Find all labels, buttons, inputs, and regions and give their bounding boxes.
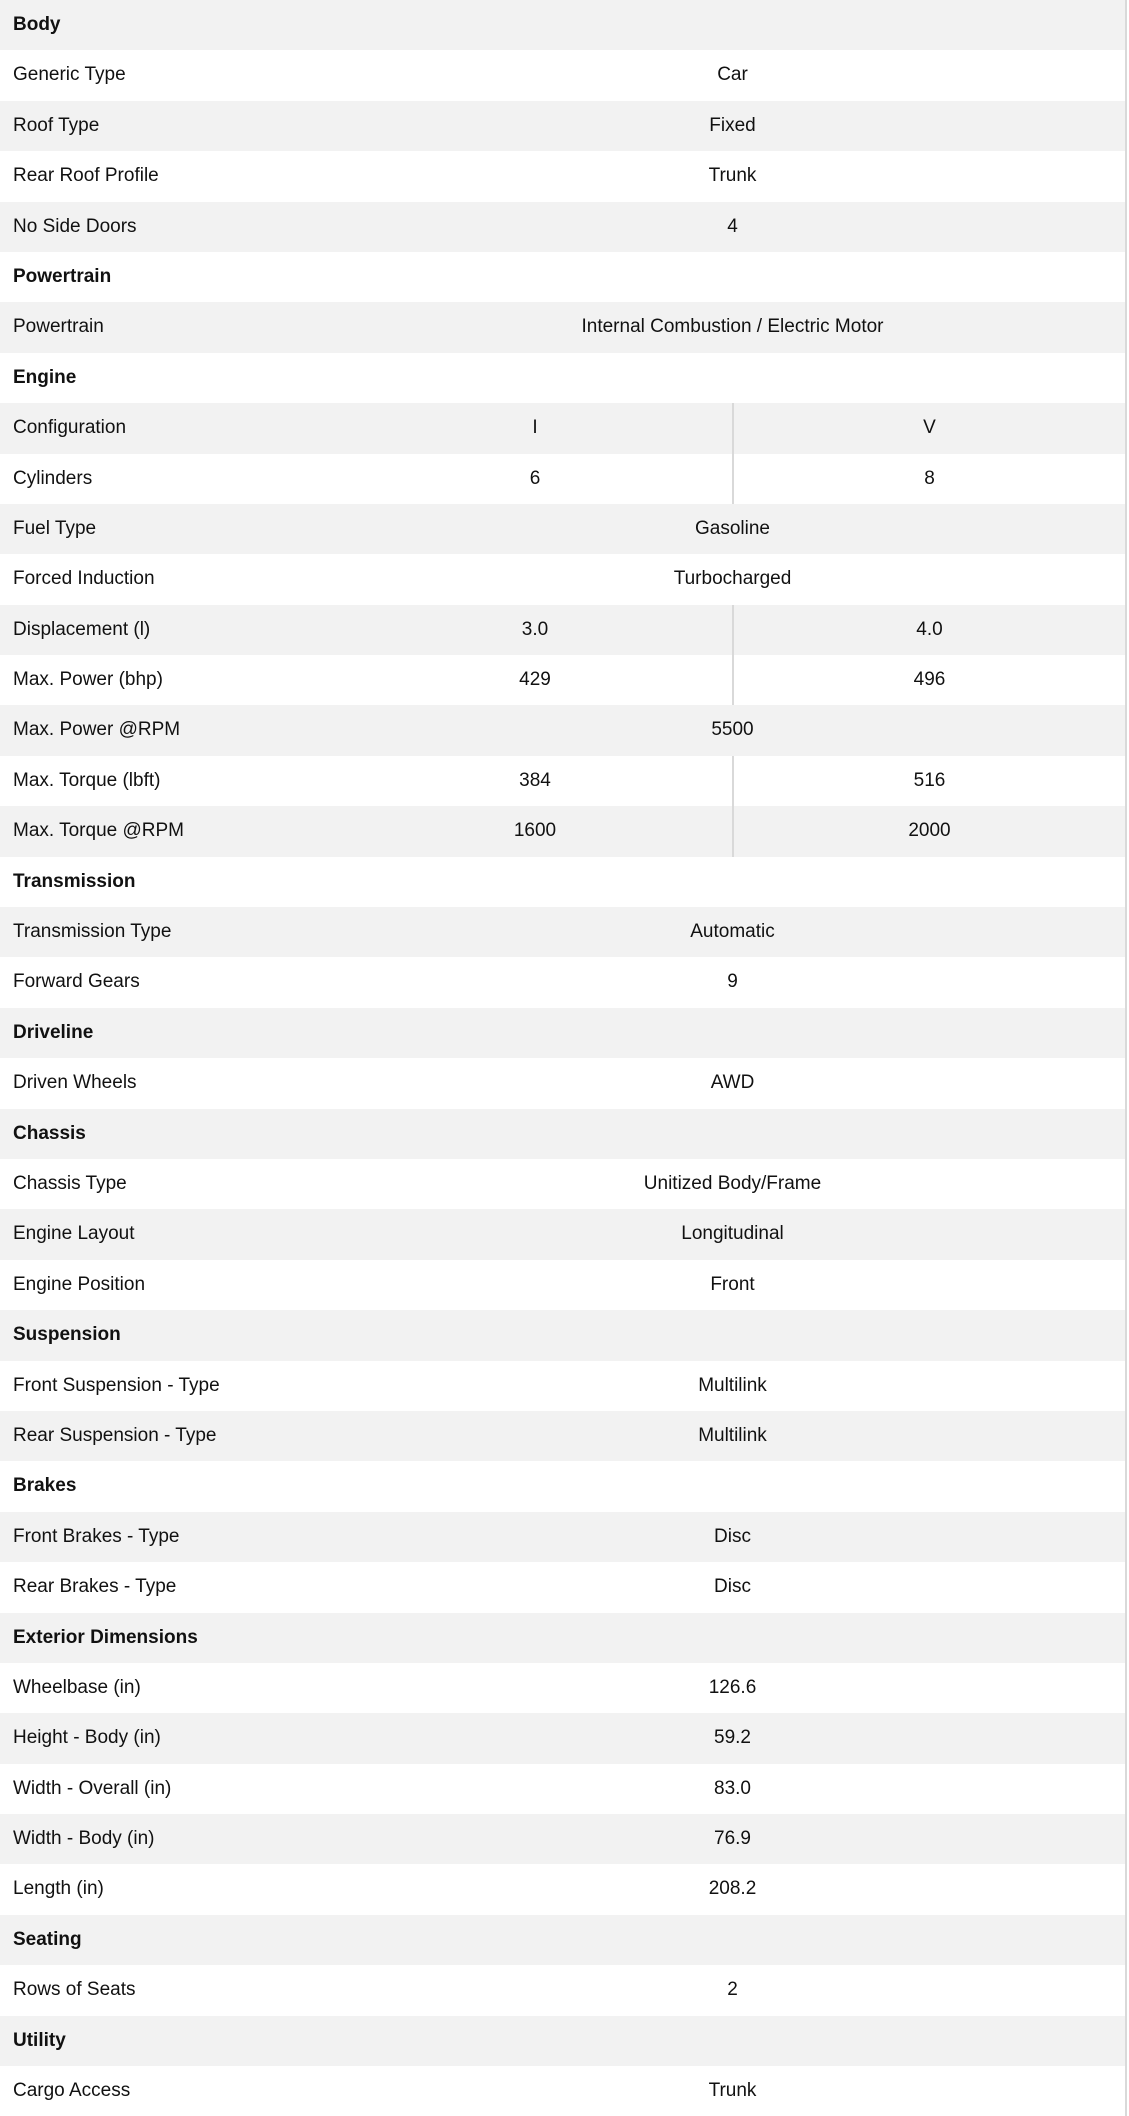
spec-label: Max. Power (bhp) xyxy=(13,669,163,691)
spec-row-max-torque-lbft xyxy=(0,756,1127,806)
spec-value: Unitized Body/Frame xyxy=(643,1172,822,1194)
spec-label: Max. Torque (lbft) xyxy=(13,769,161,791)
spec-row-cargo-access xyxy=(0,2066,1127,2116)
section-title: Transmission xyxy=(13,870,136,892)
spec-label: Width - Body (in) xyxy=(13,1828,155,1850)
spec-label: Chassis Type xyxy=(13,1172,127,1194)
spec-value-variant-1: 1600 xyxy=(513,820,557,842)
spec-value: Disc xyxy=(714,1576,751,1598)
section-header-driveline xyxy=(0,1008,1127,1058)
spec-value: Car xyxy=(717,64,748,86)
spec-value: Fixed xyxy=(709,114,756,136)
section-title: Seating xyxy=(13,1928,82,1950)
spec-row-forward-gears xyxy=(0,957,1127,1007)
spec-label: Displacement (l) xyxy=(13,618,151,640)
spec-label: Rear Brakes - Type xyxy=(13,1576,177,1598)
spec-row-width-overall-in xyxy=(0,1764,1127,1814)
spec-row-cylinders xyxy=(0,454,1127,504)
spec-value-variant-2: 4.0 xyxy=(916,618,943,640)
spec-row-driven-wheels xyxy=(0,1058,1127,1108)
spec-value: Trunk xyxy=(708,2080,757,2102)
spec-value-variant-2: V xyxy=(923,417,936,439)
spec-label: Configuration xyxy=(13,417,127,439)
section-header-body xyxy=(0,0,1127,50)
spec-value: 126.6 xyxy=(708,1676,757,1698)
spec-value: 59.2 xyxy=(714,1727,751,1749)
spec-row-configuration xyxy=(0,403,1127,453)
spec-label: Cargo Access xyxy=(13,2080,131,2102)
section-header-brakes xyxy=(0,1461,1127,1511)
section-header-engine xyxy=(0,353,1127,403)
spec-value: 2 xyxy=(727,1979,738,2001)
section-header-exterior-dimensions xyxy=(0,1613,1127,1663)
spec-label: Engine Position xyxy=(13,1273,146,1295)
spec-value: 76.9 xyxy=(714,1828,751,1850)
spec-value: Longitudinal xyxy=(681,1223,784,1245)
spec-value: 208.2 xyxy=(708,1878,757,1900)
spec-label: Driven Wheels xyxy=(13,1072,137,1094)
column-divider xyxy=(732,454,734,504)
section-title: Utility xyxy=(13,2029,66,2051)
spec-label: Height - Body (in) xyxy=(13,1727,161,1749)
spec-row-roof-type xyxy=(0,101,1127,151)
spec-row-displacement-l xyxy=(0,605,1127,655)
spec-label: Width - Overall (in) xyxy=(13,1777,172,1799)
section-header-suspension xyxy=(0,1310,1127,1360)
spec-row-no-side-doors xyxy=(0,202,1127,252)
spec-value: Disc xyxy=(714,1525,751,1547)
spec-label: Front Brakes - Type xyxy=(13,1525,180,1547)
spec-label: Wheelbase (in) xyxy=(13,1676,141,1698)
spec-row-rear-roof-profile xyxy=(0,151,1127,201)
spec-row-length-in xyxy=(0,1864,1127,1914)
spec-value: 4 xyxy=(727,215,738,237)
spec-value-variant-2: 516 xyxy=(913,769,946,791)
spec-row-transmission-type xyxy=(0,907,1127,957)
spec-row-rear-brakes-type xyxy=(0,1562,1127,1612)
section-title: Brakes xyxy=(13,1475,77,1497)
spec-row-front-brakes-type xyxy=(0,1512,1127,1562)
spec-row-max-power-rpm xyxy=(0,705,1127,755)
spec-label: Max. Torque @RPM xyxy=(13,820,184,842)
spec-label: Transmission Type xyxy=(13,921,172,943)
spec-value: 9 xyxy=(727,971,738,993)
spec-value-variant-1: 6 xyxy=(529,467,541,489)
spec-row-engine-position xyxy=(0,1260,1127,1310)
spec-label: Rear Roof Profile xyxy=(13,165,159,187)
section-title: Exterior Dimensions xyxy=(13,1626,198,1648)
spec-label: Max. Power @RPM xyxy=(13,719,181,741)
section-title: Body xyxy=(13,14,61,35)
spec-value-variant-2: 2000 xyxy=(908,820,951,842)
spec-label: No Side Doors xyxy=(13,215,137,237)
spec-row-max-torque-rpm xyxy=(0,806,1127,856)
spec-row-rows-of-seats xyxy=(0,1965,1127,2015)
spec-label: Fuel Type xyxy=(13,517,97,539)
spec-value-variant-1: I xyxy=(532,417,538,439)
spec-row-engine-layout xyxy=(0,1209,1127,1259)
spec-value-variant-2: 496 xyxy=(913,669,946,691)
column-divider xyxy=(732,655,734,705)
section-header-powertrain xyxy=(0,252,1127,302)
section-title: Driveline xyxy=(13,1021,94,1043)
spec-label: Rows of Seats xyxy=(13,1979,136,2001)
spec-value: Multilink xyxy=(698,1374,767,1396)
section-header-transmission xyxy=(0,857,1127,907)
spec-label: Front Suspension - Type xyxy=(13,1374,220,1396)
spec-value: Multilink xyxy=(698,1424,767,1446)
spec-row-generic-type xyxy=(0,50,1127,100)
spec-row-height-body-in xyxy=(0,1713,1127,1763)
section-header-seating xyxy=(0,1915,1127,1965)
spec-value: Turbocharged xyxy=(673,568,792,590)
spec-value: Automatic xyxy=(690,921,775,943)
spec-row-chassis-type xyxy=(0,1159,1127,1209)
spec-value: Front xyxy=(710,1273,755,1295)
spec-value: Gasoline xyxy=(695,517,770,539)
spec-value: AWD xyxy=(710,1072,755,1094)
spec-value: 5500 xyxy=(711,719,754,741)
spec-value: 83.0 xyxy=(714,1777,751,1799)
spec-label: Roof Type xyxy=(13,114,100,136)
section-title: Powertrain xyxy=(13,265,112,287)
spec-value-variant-1: 429 xyxy=(519,669,551,691)
spec-row-forced-induction xyxy=(0,554,1127,604)
section-header-utility xyxy=(0,2016,1127,2066)
spec-row-max-power-bhp xyxy=(0,655,1127,705)
spec-label: Engine Layout xyxy=(13,1223,135,1245)
spec-value-variant-1: 384 xyxy=(519,769,551,791)
spec-label: Powertrain xyxy=(13,316,104,338)
column-divider xyxy=(732,756,734,806)
section-title: Suspension xyxy=(13,1324,121,1346)
spec-row-rear-suspension-type xyxy=(0,1411,1127,1461)
spec-label: Length (in) xyxy=(13,1878,104,1900)
spec-row-front-suspension-type xyxy=(0,1361,1127,1411)
spec-label: Generic Type xyxy=(13,64,126,86)
spec-value-variant-2: 8 xyxy=(924,467,935,489)
section-header-chassis xyxy=(0,1109,1127,1159)
spec-value: Trunk xyxy=(708,165,757,187)
spec-label: Rear Suspension - Type xyxy=(13,1424,217,1446)
spec-value: Internal Combustion / Electric Motor xyxy=(581,316,884,338)
section-title: Chassis xyxy=(13,1122,86,1144)
spec-label: Cylinders xyxy=(13,467,93,489)
spec-value-variant-1: 3.0 xyxy=(521,618,549,640)
section-title: Engine xyxy=(13,366,77,388)
spec-row-powertrain xyxy=(0,302,1127,352)
spec-row-fuel-type xyxy=(0,504,1127,554)
spec-label: Forced Induction xyxy=(13,568,155,590)
column-divider xyxy=(732,806,734,856)
spec-row-wheelbase-in xyxy=(0,1663,1127,1713)
spec-row-width-body-in xyxy=(0,1814,1127,1864)
spec-label: Forward Gears xyxy=(13,971,140,993)
column-divider xyxy=(732,403,734,453)
column-divider xyxy=(732,605,734,655)
